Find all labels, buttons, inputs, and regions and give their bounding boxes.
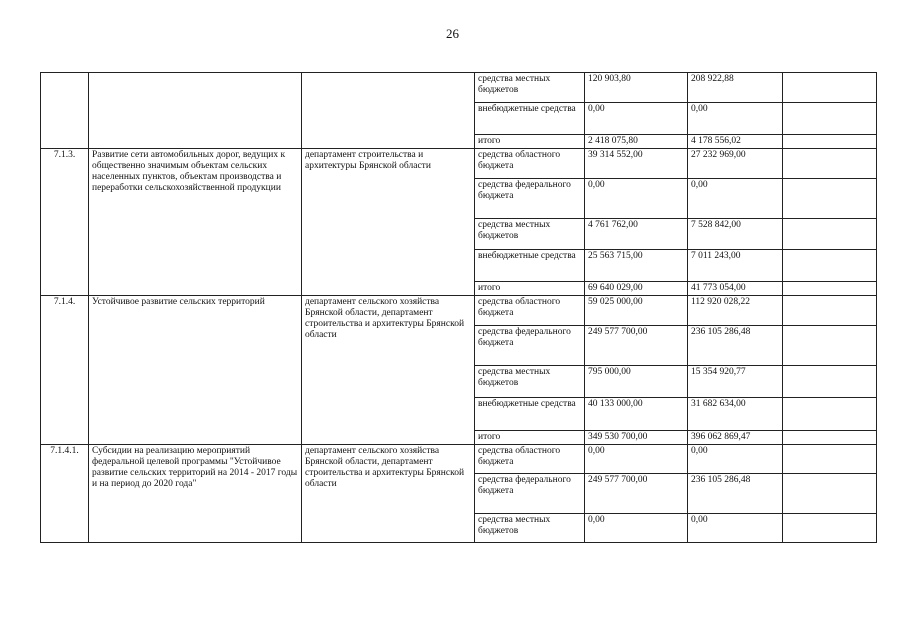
executor-cell: департамент строительства и архитектуры Брянской области bbox=[302, 149, 475, 296]
value-2-cell: 112 920 028,22 bbox=[688, 296, 783, 326]
empty-cell bbox=[783, 296, 877, 326]
source-cell: внебюджетные средства bbox=[475, 398, 585, 431]
table-row bbox=[41, 73, 877, 103]
empty-cell bbox=[783, 326, 877, 366]
value-1-cell: 0,00 bbox=[585, 103, 688, 135]
value-2-cell: 7 528 842,00 bbox=[688, 219, 783, 250]
value-1-cell: 39 314 552,00 bbox=[585, 149, 688, 179]
value-2-cell: 7 011 243,00 bbox=[688, 250, 783, 282]
executor-cell: департамент сельского хозяйства Брянской области, департамент строительства и архитектуры Брянской области bbox=[302, 445, 475, 543]
value-2-cell: 0,00 bbox=[688, 514, 783, 543]
source-cell: итого bbox=[475, 135, 585, 149]
empty-cell bbox=[783, 514, 877, 543]
value-2-cell: 31 682 634,00 bbox=[688, 398, 783, 431]
value-1-cell: 249 577 700,00 bbox=[585, 326, 688, 366]
table-row bbox=[41, 445, 877, 474]
source-cell: средства местных бюджетов bbox=[475, 73, 585, 103]
empty-cell bbox=[783, 431, 877, 445]
empty-cell bbox=[783, 103, 877, 135]
page-number: 26 bbox=[446, 26, 459, 41]
empty-cell bbox=[783, 149, 877, 179]
value-2-cell: 236 105 286,48 bbox=[688, 474, 783, 514]
empty-cell bbox=[783, 366, 877, 398]
source-cell: средства местных бюджетов bbox=[475, 219, 585, 250]
value-1-cell: 795 000,00 bbox=[585, 366, 688, 398]
source-cell: итого bbox=[475, 282, 585, 296]
value-2-cell: 396 062 869,47 bbox=[688, 431, 783, 445]
value-1-cell: 249 577 700,00 bbox=[585, 474, 688, 514]
value-2-cell: 41 773 054,00 bbox=[688, 282, 783, 296]
table-row bbox=[41, 149, 877, 179]
value-2-cell: 208 922,88 bbox=[688, 73, 783, 103]
source-cell: средства местных бюджетов bbox=[475, 514, 585, 543]
source-cell: средства областного бюджета bbox=[475, 445, 585, 474]
source-cell: внебюджетные средства bbox=[475, 250, 585, 282]
empty-cell bbox=[783, 250, 877, 282]
empty-cell bbox=[783, 445, 877, 474]
source-cell: средства областного бюджета bbox=[475, 296, 585, 326]
value-1-cell: 349 530 700,00 bbox=[585, 431, 688, 445]
value-2-cell: 236 105 286,48 bbox=[688, 326, 783, 366]
table-row bbox=[41, 296, 877, 326]
source-cell: средства федерального бюджета bbox=[475, 179, 585, 219]
budget-table bbox=[40, 72, 877, 543]
number-cell: 7.1.4. bbox=[41, 296, 89, 445]
value-1-cell: 2 418 075,80 bbox=[585, 135, 688, 149]
value-1-cell: 40 133 000,00 bbox=[585, 398, 688, 431]
source-cell: средства федерального бюджета bbox=[475, 326, 585, 366]
value-1-cell: 0,00 bbox=[585, 445, 688, 474]
value-1-cell: 0,00 bbox=[585, 179, 688, 219]
name-cell bbox=[89, 73, 302, 149]
name-cell: Субсидии на реализацию мероприятий федеральной целевой программы "Устойчивое развитие сельских территорий на 2014 - 2017 годы и на период до 2020 года" bbox=[89, 445, 302, 543]
value-2-cell: 0,00 bbox=[688, 103, 783, 135]
number-cell bbox=[41, 73, 89, 149]
empty-cell bbox=[783, 282, 877, 296]
value-1-cell: 120 903,80 bbox=[585, 73, 688, 103]
value-2-cell: 4 178 556,02 bbox=[688, 135, 783, 149]
value-1-cell: 69 640 029,00 bbox=[585, 282, 688, 296]
source-cell: средства местных бюджетов bbox=[475, 366, 585, 398]
value-1-cell: 4 761 762,00 bbox=[585, 219, 688, 250]
value-2-cell: 15 354 920,77 bbox=[688, 366, 783, 398]
source-cell: средства федерального бюджета bbox=[475, 474, 585, 514]
value-1-cell: 59 025 000,00 bbox=[585, 296, 688, 326]
empty-cell bbox=[783, 398, 877, 431]
value-2-cell: 0,00 bbox=[688, 445, 783, 474]
name-cell: Устойчивое развитие сельских территорий bbox=[89, 296, 302, 445]
value-1-cell: 25 563 715,00 bbox=[585, 250, 688, 282]
value-1-cell: 0,00 bbox=[585, 514, 688, 543]
empty-cell bbox=[783, 135, 877, 149]
name-cell: Развитие сети автомобильных дорог, ведущих к общественно значимым объектам сельских населенных пунктов, объектам производства и переработки сельскохозяйственной продукции bbox=[89, 149, 302, 296]
executor-cell: департамент сельского хозяйства Брянской области, департамент строительства и архитектуры Брянской области bbox=[302, 296, 475, 445]
empty-cell bbox=[783, 73, 877, 103]
empty-cell bbox=[783, 179, 877, 219]
source-cell: средства областного бюджета bbox=[475, 149, 585, 179]
number-cell: 7.1.4.1. bbox=[41, 445, 89, 543]
source-cell: внебюджетные средства bbox=[475, 103, 585, 135]
value-2-cell: 0,00 bbox=[688, 179, 783, 219]
value-2-cell: 27 232 969,00 bbox=[688, 149, 783, 179]
empty-cell bbox=[783, 219, 877, 250]
empty-cell bbox=[783, 474, 877, 514]
number-cell: 7.1.3. bbox=[41, 149, 89, 296]
executor-cell bbox=[302, 73, 475, 149]
source-cell: итого bbox=[475, 431, 585, 445]
